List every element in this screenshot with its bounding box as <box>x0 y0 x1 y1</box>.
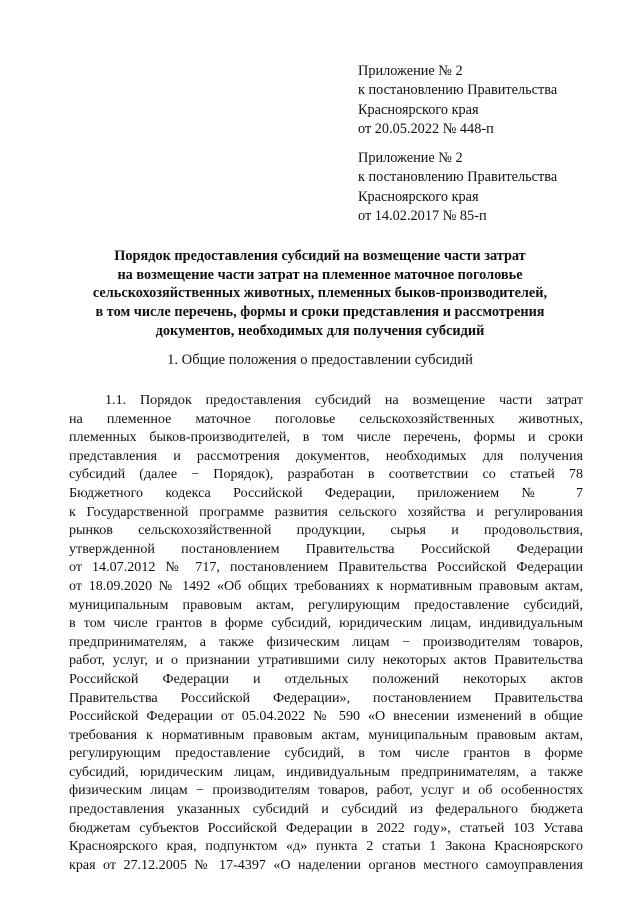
body-line: физическим лицам − производителям товаров, работ, услуг и об особенностях <box>69 782 583 799</box>
body-line: от 14.07.2012 № 717, постановлением Правительства Российской Федерации <box>69 559 583 576</box>
body-line: края от 27.12.2005 № 17-4397 «О наделении органов местного самоуправления <box>69 856 583 873</box>
body-line: к Государственной программе развития сельского хозяйства и регулирования <box>69 503 583 520</box>
body-line: Красноярского края, подпунктом «д» пункта 2 статьи 1 Закона Красноярского <box>69 838 583 855</box>
body-line: утвержденной постановлением Правительства Российской Федерации <box>69 540 583 557</box>
appendix-header-current <box>358 62 608 140</box>
body-line: предпринимателям, а также физическим лицам − производителям товаров, <box>69 633 583 650</box>
appendix-line: к постановлению Правительства <box>358 82 558 99</box>
body-line: муниципальным правовым актам, регулирующим предоставление субсидий, <box>69 596 583 613</box>
body-line: регулирующим предоставление субсидий, в том числе грантов в форме <box>69 745 583 762</box>
appendix-line: от 20.05.2022 № 448-п <box>358 121 494 138</box>
body-line: представления и рассмотрения документов, необходимых для получения <box>69 447 583 464</box>
section-heading: 1. Общие положения о предоставлении субсидий <box>167 352 473 368</box>
body-line: племенных быков-производителей, в том числе перечень, формы и сроки <box>69 429 583 446</box>
appendix-line: Красноярского края <box>358 101 479 118</box>
body-line: требования к нормативным правовым актам, муниципальным правовым актам, <box>69 726 583 743</box>
appendix-line: Красноярского края <box>358 188 479 205</box>
body-line: предоставления указанных субсидий и субсидий из федерального бюджета <box>69 801 583 818</box>
body-line: Бюджетного кодекса Российской Федерации, приложением № 7 <box>69 484 583 501</box>
appendix-line: к постановлению Правительства <box>358 169 558 186</box>
title-line: Порядок предоставления субсидий на возмещение части затрат <box>114 248 526 264</box>
body-line: субсидий (далее − Порядок), разработан в соответствии со статьей 78 <box>69 466 583 483</box>
body-line: рынков сельскохозяйственной продукции, сырья и продовольствия, <box>69 522 583 539</box>
title-line: в том числе перечень, формы и сроки представления и рассмотрения <box>95 304 545 321</box>
body-paragraph <box>69 391 583 874</box>
appendix-line: Приложение № 2 <box>358 150 463 166</box>
body-line: в том числе грантов в форме субсидий, юридическим лицам, индивидуальным <box>69 615 583 632</box>
body-line: Российской Федерации и отдельных положений некоторых актов <box>69 670 583 687</box>
body-line: работ, услуг, и о признании утратившими силу некоторых актов Правительства <box>69 652 583 669</box>
title-line: сельскохозяйственных животных, племенных быков-производителей, <box>92 285 548 302</box>
document-title <box>60 247 580 341</box>
title-line: на возмещение части затрат на племенное маточное поголовье <box>117 266 523 283</box>
appendix-line: от 14.02.2017 № 85-п <box>358 208 487 225</box>
title-line: документов, необходимых для получения субсидий <box>155 322 485 339</box>
body-line: Правительства Российской Федерации», постановлением Правительства <box>69 689 583 706</box>
appendix-header-original <box>358 149 608 227</box>
appendix-line: Приложение № 2 <box>358 63 463 79</box>
body-line: от 18.09.2020 № 1492 «Об общих требованиях к нормативным правовым актам, <box>69 577 583 594</box>
body-line: субсидий, юридическим лицам, индивидуальным предпринимателям, а также <box>69 763 583 780</box>
body-line: 1.1. Порядок предоставления субсидий на возмещение части затрат <box>105 392 583 408</box>
body-line: Российской Федерации от 05.04.2022 № 590 «О внесении изменений в общие <box>69 708 583 725</box>
body-line: бюджетам субъектов Российской Федерации в 2022 году», статьей 103 Устава <box>69 819 583 836</box>
body-line: на племенное маточное поголовье сельскохозяйственных животных, <box>69 410 583 427</box>
